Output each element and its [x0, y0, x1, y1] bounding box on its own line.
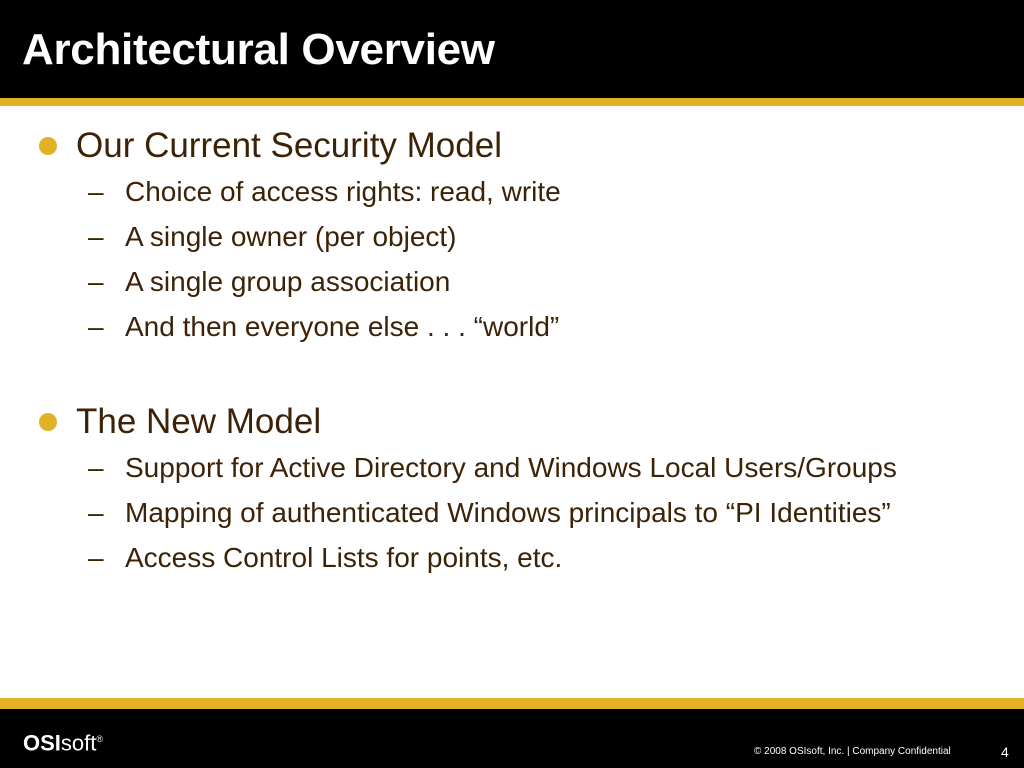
dash-icon: – [88, 221, 104, 252]
logo-light-text: soft [60, 730, 97, 756]
bullet-dot-icon [39, 413, 57, 431]
bullet-heading: The New Model [76, 402, 322, 441]
sub-bullet [0, 448, 915, 487]
sub-bullet-text: And then everyone else . . . “world” [125, 311, 560, 342]
header-accent-stripe [0, 98, 1024, 106]
footer-bar [0, 709, 1024, 768]
dash-icon: – [88, 542, 104, 573]
bullet-current-model [0, 106, 1024, 165]
dash-icon: – [88, 266, 104, 297]
sub-bullet [0, 172, 915, 211]
logo-bold-text: OSI [23, 730, 61, 756]
footer-accent-stripe [0, 698, 1024, 709]
dash-icon: – [88, 452, 104, 483]
sub-bullet-text: Mapping of authenticated Windows principals to “PI Identities” [125, 497, 891, 528]
sub-bullet-text: A single group association [125, 266, 451, 297]
sub-bullet [0, 493, 915, 532]
bullet-dot-icon [39, 137, 57, 155]
page-number: 4 [1001, 744, 1009, 760]
sub-bullet-text: Support for Active Directory and Windows Local Users/Groups [125, 452, 897, 483]
sub-bullet-text: Choice of access rights: read, write [125, 176, 561, 207]
bullet-heading: Our Current Security Model [76, 126, 502, 165]
sub-bullet [0, 307, 915, 346]
registered-mark-icon: ® [96, 734, 104, 744]
slide-body [0, 106, 1024, 698]
section-new-model [0, 382, 1024, 573]
dash-icon: – [88, 497, 104, 528]
dash-icon: – [88, 311, 104, 342]
slide-title: Architectural Overview [22, 25, 495, 74]
osisoft-logo [23, 727, 103, 755]
title-bar [0, 0, 1024, 98]
sub-bullet-list [0, 448, 1024, 577]
dash-icon: – [88, 176, 104, 207]
sub-bullet-text: Access Control Lists for points, etc. [125, 542, 563, 573]
sub-bullet [0, 217, 915, 256]
sub-bullet [0, 538, 915, 577]
sub-bullet-list [0, 172, 1024, 346]
sub-bullet-text: A single owner (per object) [125, 221, 457, 252]
sub-bullet [0, 262, 915, 301]
bullet-new-model [0, 382, 1024, 441]
section-current-model [0, 106, 1024, 342]
copyright-notice: © 2008 OSIsoft, Inc. | Company Confidential [754, 746, 951, 757]
